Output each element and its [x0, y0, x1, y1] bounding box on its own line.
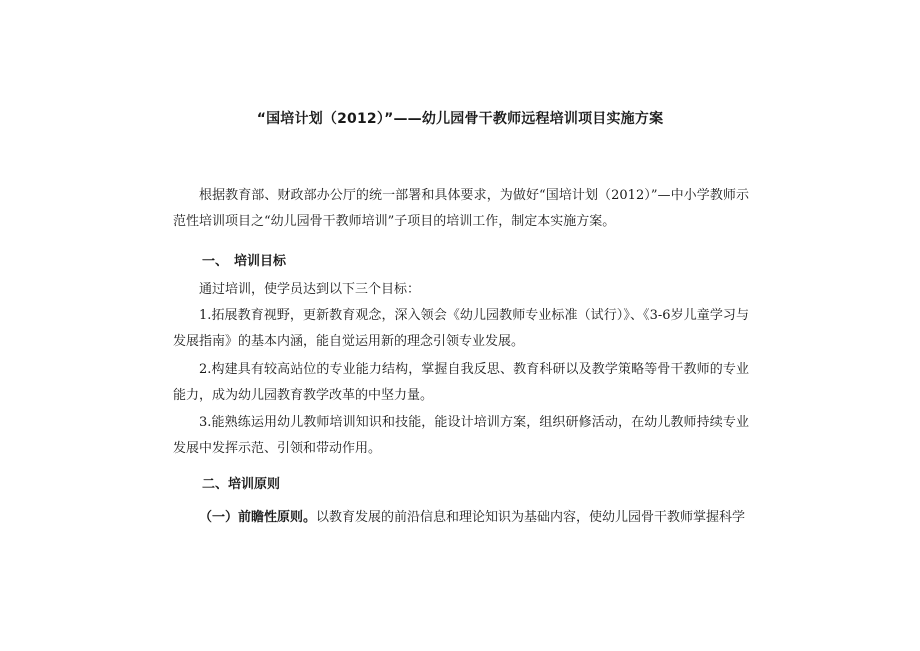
document-title: “国培计划（2012）”——幼儿园骨干教师远程培训项目实施方案	[256, 111, 664, 127]
principle-1-text: 以教育发展的前沿信息和理论知识为基础内容，使幼儿园骨干教师掌握科学	[316, 510, 746, 525]
section1-number: 一、	[202, 254, 229, 269]
goal-item-3: 3.能熟练运用幼儿教师培训知识和技能，能设计培训方案，组织研修活动，在幼儿教师持续专业发展中发挥示范、引领和带动作用。	[173, 415, 749, 456]
principle-1-paragraph	[173, 505, 749, 531]
intro-paragraph: 根据教育部、财政部办公厅的统一部署和具体要求，为做好“国培计划（2012）”—中小学教师示范性培训项目之“幼儿园骨干教师培训”子项目的培训工作，制定本实施方案。	[173, 188, 749, 229]
goal-item-2: 2.构建具有较高站位的专业能力结构，掌握自我反思、教育科研以及教学策略等骨干教师的专业能力，成为幼儿园教育教学改革的中坚力量。	[173, 362, 749, 403]
section1-title: 培训目标	[234, 254, 287, 269]
goal-item-1: 1.拓展教育视野，更新教育观念，深入领会《幼儿园教师专业标准（试行）》、《3-6岁儿童学习与发展指南》的基本内涵，能自觉运用新的理念引领专业发展。	[173, 308, 749, 349]
section1-lead: 通过培训，使学员达到以下三个目标：	[199, 282, 421, 297]
principle-1-label: （一）前瞻性原则。	[199, 510, 317, 525]
section2-heading: 二、培训原则	[202, 477, 281, 492]
section1-heading	[202, 250, 286, 269]
